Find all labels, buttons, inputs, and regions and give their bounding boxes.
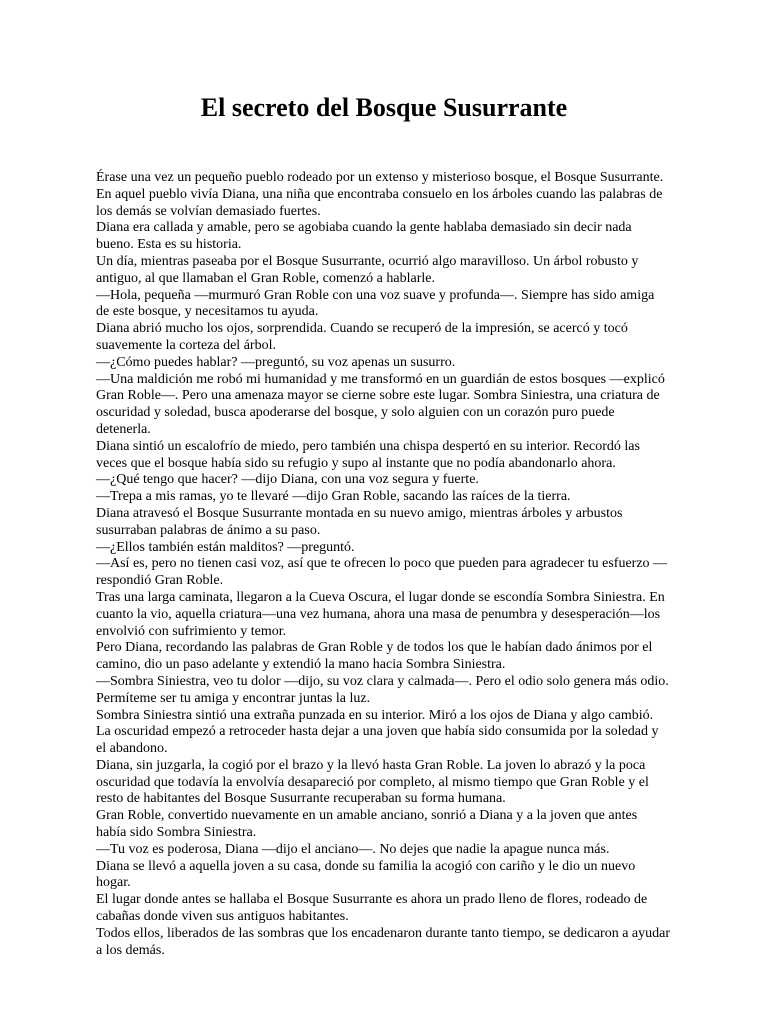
paragraph: —¿Qué tengo que hacer? —dijo Diana, con una voz segura y fuerte.: [96, 472, 479, 488]
paragraph: —¿Cómo puedes hablar? —preguntó, su voz apenas un susurro.: [96, 354, 456, 370]
paragraph: Diana era callada y amable, pero se agobiaba cuando la gente hablaba demasiado sin decir nada bueno. Esta es su historia.: [96, 220, 632, 253]
paragraph: —Sombra Siniestra, veo tu dolor —dijo, su voz clara y calmada—. Pero el odio solo genera más odio. Permíteme ser tu amiga y encontrar juntas la luz.: [96, 673, 669, 706]
paragraph: Diana se llevó a aquella joven a su casa, donde su familia la acogió con cariño y le dio un nuevo hogar.: [96, 858, 636, 891]
paragraph: —Hola, pequeña —murmuró Gran Roble con una voz suave y profunda—. Siempre has sido amiga de este bosque, y necesitamos tu ayuda.: [96, 287, 655, 320]
paragraph: El lugar donde antes se hallaba el Bosque Susurrante es ahora un prado lleno de flores, rodeado de cabañas donde viven sus antiguos habitantes.: [96, 892, 648, 925]
paragraph: Gran Roble, convertido nuevamente en un amable anciano, sonrió a Diana y a la joven que antes había sido Sombra Siniestra.: [96, 808, 638, 841]
paragraph: Pero Diana, recordando las palabras de Gran Roble y de todos los que le habían dado ánimos por el camino, dio un paso adelante y extendió la mano hacia Sombra Siniestra.: [96, 640, 653, 673]
paragraph: Sombra Siniestra sintió una extraña punzada en su interior. Miró a los ojos de Diana y algo cambió. La oscuridad empezó a retroceder hasta dejar a una joven que había sido consumida por la soledad y el abandono.: [96, 707, 659, 757]
paragraph: Un día, mientras paseaba por el Bosque Susurrante, ocurrió algo maravilloso. Un árbol robusto y antiguo, al que llamaban el Gran Roble, comenzó a hablarle.: [96, 253, 639, 286]
paragraph: Diana, sin juzgarla, la cogió por el brazo y la llevó hasta Gran Roble. La joven lo abrazó y la poca oscuridad que todavía la envolvía desapareció por completo, al mismo tiempo que Gran Roble y el resto de habitantes del Bosque Susurrante recuperaban su forma humana.: [96, 757, 649, 807]
paragraph: —Trepa a mis ramas, yo te llevaré —dijo Gran Roble, sacando las raíces de la tierra.: [96, 489, 571, 505]
paragraph: —Una maldición me robó mi humanidad y me transformó en un guardián de estos bosques —explicó Gran Roble—. Pero una amenaza mayor se cierne sobre este lugar. Sombra Siniestra, una criatura de oscuridad y soledad, busca apoderarse del bosque, y solo alguien con un corazón puro puede detenerla.: [96, 371, 665, 437]
paragraph: —¿Ellos también están malditos? —preguntó.: [96, 539, 355, 555]
paragraph: Diana atravesó el Bosque Susurrante montada en su nuevo amigo, mientras árboles y arbustos susurraban palabras de ánimo a su paso.: [96, 505, 623, 538]
paragraph: —Así es, pero no tienen casi voz, así que te ofrecen lo poco que pueden para agradecer tu esfuerzo —respondió Gran Roble.: [96, 556, 668, 589]
paragraph: —Tu voz es poderosa, Diana —dijo el anciano—. No dejes que nadie la apague nunca más.: [96, 841, 610, 857]
document-title: El secreto del Bosque Susurrante: [200, 93, 568, 122]
paragraph: Érase una vez un pequeño pueblo rodeado por un extenso y misterioso bosque, el Bosque Susurrante. En aquel pueblo vivía Diana, una niña que encontraba consuelo en los árboles cuando las palabras de los demás se volvían demasiado fuertes.: [96, 170, 664, 219]
paragraph: Tras una larga caminata, llegaron a la Cueva Oscura, el lugar donde se escondía Sombra Siniestra. En cuanto la vio, aquella criatura—una vez humana, ahora una masa de penumbra y desesperación—los envolvió con sufrimiento y temor.: [96, 589, 665, 639]
paragraph: Todos ellos, liberados de las sombras que los encadenaron durante tanto tiempo, se dedicaron a ayudar a los demás.: [96, 925, 671, 958]
document-body: [96, 170, 670, 959]
paragraph: Diana abrió mucho los ojos, sorprendida. Cuando se recuperó de la impresión, se acercó y tocó suavemente la corteza del árbol.: [96, 321, 628, 353]
paragraph: Diana sintió un escalofrío de miedo, pero también una chispa despertó en su interior. Recordó las veces que el bosque había sido su refugio y supo al instante que no podía abandonarlo ahora.: [96, 438, 640, 471]
